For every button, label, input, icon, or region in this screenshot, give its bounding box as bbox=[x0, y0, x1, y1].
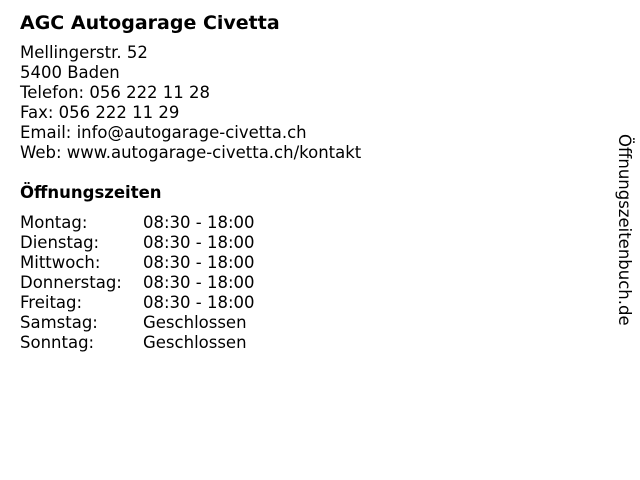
day-hours: 08:30 - 18:00 bbox=[143, 293, 255, 312]
day-label: Freitag: bbox=[20, 293, 83, 312]
day-label: Mittwoch: bbox=[20, 253, 101, 272]
opening-hours-heading: Öffnungszeiten bbox=[20, 183, 162, 202]
watermark-text: Öffnungszeitenbuch.de bbox=[615, 134, 634, 326]
day-label: Montag: bbox=[20, 213, 88, 232]
address-block bbox=[20, 43, 361, 163]
day-hours: Geschlossen bbox=[143, 313, 247, 332]
day-label: Sonntag: bbox=[20, 333, 95, 352]
watermark bbox=[610, 134, 640, 364]
day-label: Donnerstag: bbox=[20, 273, 122, 292]
website-url: Web: www.autogarage-civetta.ch/kontakt bbox=[20, 143, 362, 162]
day-label: Dienstag: bbox=[20, 233, 100, 252]
day-hours: 08:30 - 18:00 bbox=[143, 213, 255, 232]
city: 5400 Baden bbox=[20, 63, 120, 82]
day-label: Samstag: bbox=[20, 313, 98, 332]
phone-number: Telefon: 056 222 11 28 bbox=[20, 83, 211, 102]
email-address: Email: info@autogarage-civetta.ch bbox=[20, 123, 307, 142]
day-hours: 08:30 - 18:00 bbox=[143, 253, 255, 272]
day-hours: Geschlossen bbox=[143, 333, 247, 352]
day-hours: 08:30 - 18:00 bbox=[143, 233, 255, 252]
business-name: AGC Autogarage Civetta bbox=[20, 12, 280, 34]
street-address: Mellingerstr. 52 bbox=[20, 43, 148, 62]
day-hours: 08:30 - 18:00 bbox=[143, 273, 255, 292]
fax-number: Fax: 056 222 11 29 bbox=[20, 103, 180, 122]
